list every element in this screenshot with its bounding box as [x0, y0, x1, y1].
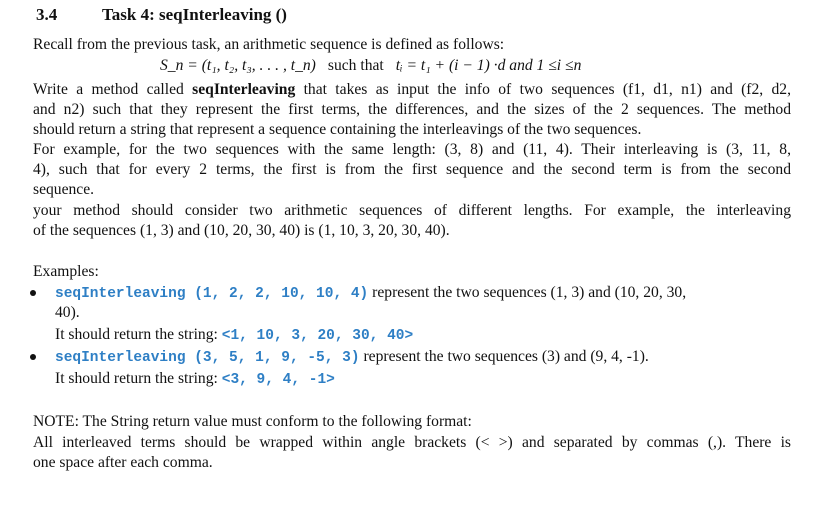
paragraph-line-5: 4), such that for every 2 terms, the first is from the first sequence and the second term is from the second — [33, 161, 791, 178]
note-line-3: one space after each comma. — [33, 454, 213, 471]
line1-text-pre: Write a method called — [33, 81, 193, 98]
example-1-return-label: It should return the string: — [55, 326, 222, 343]
example-1-code: seqInterleaving (1, 2, 2, 10, 10, 4) — [55, 286, 369, 302]
intro-line: Recall from the previous task, an arithmetic sequence is defined as follows: — [33, 36, 505, 53]
example-2-return-label: It should return the string: — [55, 370, 222, 387]
note-line-1: NOTE: The String return value must conform to the following format: — [33, 413, 472, 430]
example-2-code: seqInterleaving (3, 5, 1, 9, -5, 3) — [55, 350, 360, 366]
bullet-icon — [30, 354, 36, 360]
paragraph-line-4: For example, for the two sequences with the same length: (3, 8) and (11, 4). Their interleaving is (3, 11, 8, — [33, 141, 791, 158]
example-1-return-value: <1, 10, 3, 20, 30, 40> — [221, 328, 414, 344]
example-1-line — [55, 283, 791, 304]
section-title: Task 4: seqInterleaving () — [102, 5, 287, 24]
formula-term: tᵢ = t₁ + (i − 1) ·d and 1 ≤i ≤n — [395, 57, 582, 74]
formula-such-that: such that — [327, 57, 384, 74]
sequence-formula — [160, 56, 581, 76]
example-2-return-value: <3, 9, 4, -1> — [221, 372, 335, 388]
example-2-return — [55, 369, 791, 390]
bullet-icon — [30, 290, 36, 296]
examples-label: Examples: — [33, 263, 99, 280]
note-line-2: All interleaved terms should be wrapped within angle brackets (< >) and separated by commas (,). There is — [33, 434, 791, 451]
example-2-line — [55, 347, 791, 368]
example-1-desc-cont: 40). — [55, 304, 80, 321]
paragraph-line-7: your method should consider two arithmetic sequences of different lengths. For example, the interleaving — [33, 202, 791, 219]
example-2-desc: represent the two sequences (3) and (9, 4, -1). — [359, 348, 649, 365]
section-heading — [36, 4, 287, 26]
method-name: seqInterleaving — [192, 81, 296, 98]
formula-sequence: S_n = (t₁, t₂, t₃, . . . , t_n) — [160, 57, 316, 74]
paragraph-line-6: sequence. — [33, 181, 95, 198]
paragraph-line-8: of the sequences (1, 3) and (10, 20, 30, 40) is (1, 10, 3, 20, 30, 40). — [33, 222, 450, 239]
line1-text-post: that takes as input the info of two sequences (f1, d1, n1) and (f2, d2, — [295, 81, 792, 98]
example-1-return — [55, 325, 791, 346]
paragraph-line-3: should return a string that represent a sequence containing the interleavings of the two sequences. — [33, 121, 642, 138]
paragraph-line-2: and n2) such that they represent the first terms, the differences, and the sizes of the 2 sequences. The method — [33, 101, 791, 118]
paragraph-line-1 — [33, 80, 791, 100]
example-1-desc: represent the two sequences (1, 3) and (10, 20, 30, — [368, 284, 687, 301]
section-number: 3.4 — [36, 5, 58, 24]
